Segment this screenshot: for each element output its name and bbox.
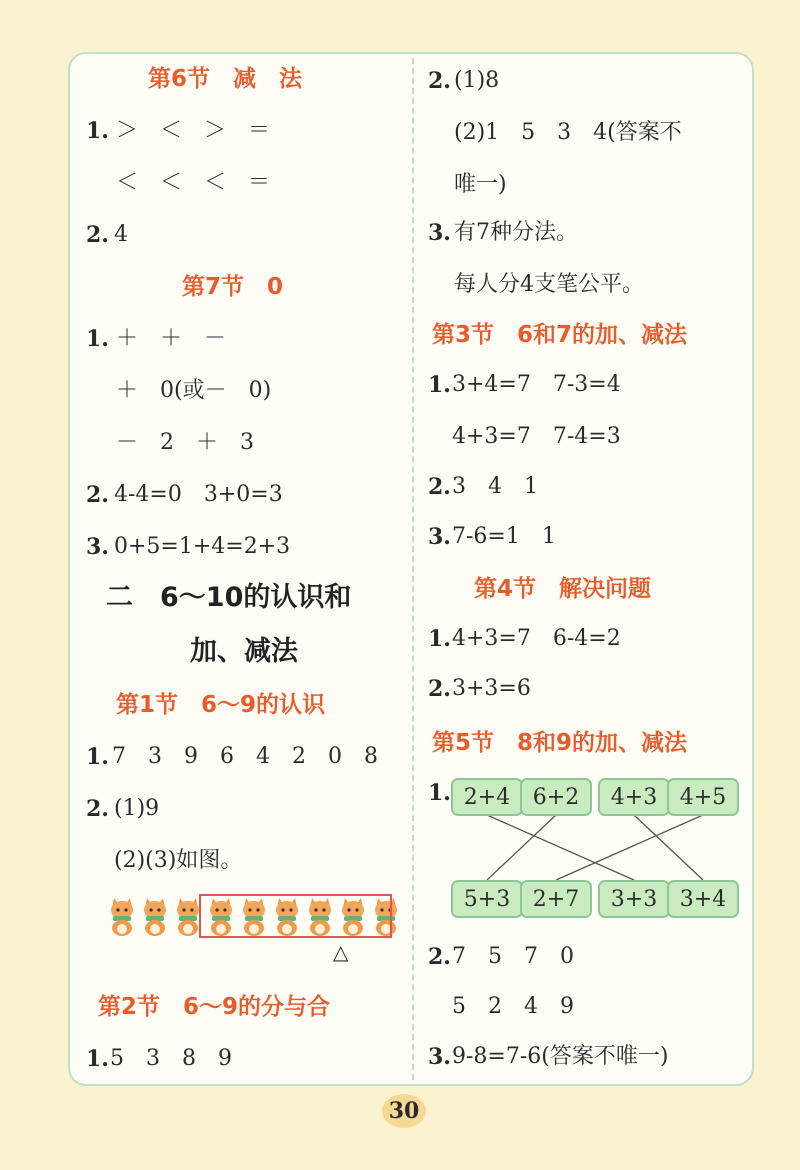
page-number: 30 <box>382 1094 426 1128</box>
answer-line: ＋ 0(或－ 0) <box>116 378 272 403</box>
section-4-title: 第4节 解决问题 <box>474 576 652 602</box>
answer-line: (1)8 <box>454 68 500 93</box>
q-number: 1. <box>86 744 109 770</box>
answer-line: (1)9 <box>114 796 160 821</box>
answer-line: 0+5=1+4=2+3 <box>114 534 291 559</box>
bottom-expression-box: 3+3 <box>598 880 670 918</box>
q-number: 2. <box>86 222 109 248</box>
section-2-title: 第2节 6～9的分与合 <box>98 994 331 1020</box>
q-number: 1. <box>428 372 451 398</box>
q-number: 2. <box>428 474 451 500</box>
answer-line: ＜ ＜ ＜ ＝ <box>116 170 271 195</box>
answer-line: 每人分4支笔公平。 <box>454 272 644 297</box>
bottom-expression-box: 2+7 <box>520 880 592 918</box>
q-number: 2. <box>86 796 109 822</box>
answer-line: 3 4 1 <box>452 474 538 499</box>
q-number: 3. <box>428 1044 451 1070</box>
section-1-title: 第1节 6～9的认识 <box>116 692 326 718</box>
answer-line: (2)1 5 3 4(答案不 <box>454 120 682 145</box>
answer-line: 7 3 9 6 4 2 0 8 <box>112 744 378 769</box>
q-number: 3. <box>428 220 451 246</box>
top-expression-box: 4+3 <box>598 778 670 816</box>
q-number: 2. <box>428 68 451 94</box>
triangle-marker: △ <box>333 940 349 964</box>
answer-line: 7 5 7 0 <box>452 944 574 969</box>
match-line <box>634 815 703 880</box>
q-number: 1. <box>86 118 109 144</box>
unit-title: 二 6～10的认识和 <box>106 582 352 613</box>
answer-line: (2)(3)如图。 <box>114 848 243 873</box>
unit-title-cont: 加、减法 <box>190 636 298 667</box>
section-5-title: 第5节 8和9的加、减法 <box>432 730 688 756</box>
answer-line: ＋ ＋ － <box>116 326 227 351</box>
answer-line: 4+3=7 6-4=2 <box>452 626 621 651</box>
answer-line: 5 2 4 9 <box>452 994 574 1019</box>
answer-line: 3+4=7 7-3=4 <box>452 372 621 397</box>
top-expression-box: 6+2 <box>520 778 592 816</box>
answer-line: 9-8=7-6(答案不唯一) <box>452 1044 669 1069</box>
answer-line: 3+3=6 <box>452 676 531 701</box>
q-number: 1. <box>86 326 109 352</box>
section-7-title: 第7节 0 <box>182 274 284 300</box>
answer-line: 4+3=7 7-4=3 <box>452 424 621 449</box>
answer-line: 5 3 8 9 <box>110 1046 232 1071</box>
match-line <box>487 815 634 880</box>
bottom-expression-box: 5+3 <box>451 880 523 918</box>
answer-line: ＞ ＜ ＞ ＝ <box>116 118 271 143</box>
match-line <box>556 815 703 880</box>
section-3-title: 第3节 6和7的加、减法 <box>432 322 688 348</box>
q-number: 1. <box>428 780 451 806</box>
q-number: 1. <box>86 1046 109 1072</box>
q-number: 3. <box>428 524 451 550</box>
q-number: 2. <box>428 944 451 970</box>
bottom-expression-box: 3+4 <box>667 880 739 918</box>
section-6-title: 第6节 减 法 <box>148 66 303 92</box>
top-expression-box: 2+4 <box>451 778 523 816</box>
match-line <box>487 815 556 880</box>
answer-line: 4 <box>114 222 128 247</box>
q-number: 1. <box>428 626 451 652</box>
answer-line: － 2 ＋ 3 <box>116 430 254 455</box>
answer-line: 7-6=1 1 <box>452 524 556 549</box>
q-number: 3. <box>86 534 109 560</box>
q-number: 2. <box>86 482 109 508</box>
top-expression-box: 4+5 <box>667 778 739 816</box>
answer-line: 唯一) <box>454 172 507 197</box>
answer-line: 4-4=0 3+0=3 <box>114 482 283 507</box>
q-number: 2. <box>428 676 451 702</box>
answer-line: 有7种分法。 <box>454 220 578 245</box>
